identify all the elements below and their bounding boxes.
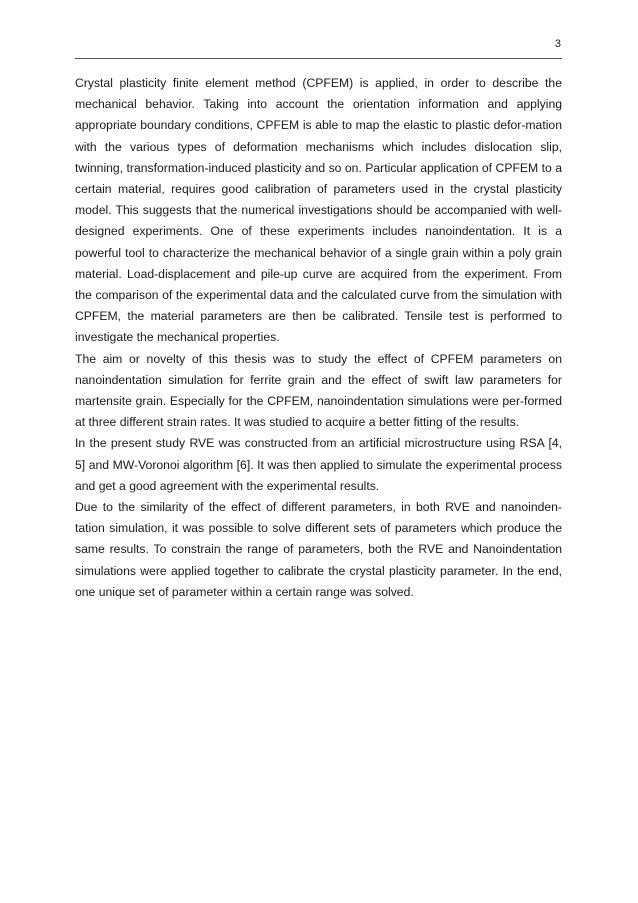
header-divider <box>75 58 562 59</box>
paragraph-thesis-aim: The aim or novelty of this thesis was to study the effect of CPFEM parameters on nanoindentation simulation for ferrite grain and the effect of swift law parameters for martensite grain. Especially for the CPFEM, nanoindentation simulations were per-formed at three different strain rates. It was studied to acquire a better fitting of the results. <box>75 351 562 430</box>
paragraph-rve-study: In the present study RVE was constructed from an artificial microstructure using RSA [4, 5] and MW-Voronoi algorithm [6]. It was then applied to simulate the experimental process and get a good agreement with the experimental results. <box>75 436 562 493</box>
paragraph-parameter-calibration: Due to the similarity of the effect of different parameters, in both RVE and nanoinden-tation simulation, it was possible to solve different sets of parameters which produce the same results. To constrain the range of parameters, both the RVE and Nanoindentation simulations were applied together to calibrate the crystal plasticity parameter. In the end, one unique set of parameter within a certain range was solved. <box>75 500 562 599</box>
body-text <box>75 73 562 603</box>
paragraph-cpfem-intro: Crystal plasticity finite element method (CPFEM) is applied, in order to describe the mechanical behavior. Taking into account the orientation information and applying appropriate boundary conditions, CPFEM is able to map the elastic to plastic defor-mation with the various types of deformation mechanisms which includes dislocation slip, twinning, transformation-induced plasticity and so on. Particular application of CPFEM to a certain material, requires good calibration of parameters used in the crystal plasticity model. This suggests that the numerical investigations should be accompanied with well-designed experiments. One of these experiments includes nanoindentation. It is a powerful tool to characterize the mechanical behavior of a single grain within a poly grain material. Load-displacement and pile-up curve are acquired from the experiment. From the comparison of the experimental data and the calculated curve from the simulation with CPFEM, the material parameters are then be calibrated. Tensile test is performed to investigate the mechanical properties. <box>75 76 562 345</box>
page-number: 3 <box>554 38 561 50</box>
